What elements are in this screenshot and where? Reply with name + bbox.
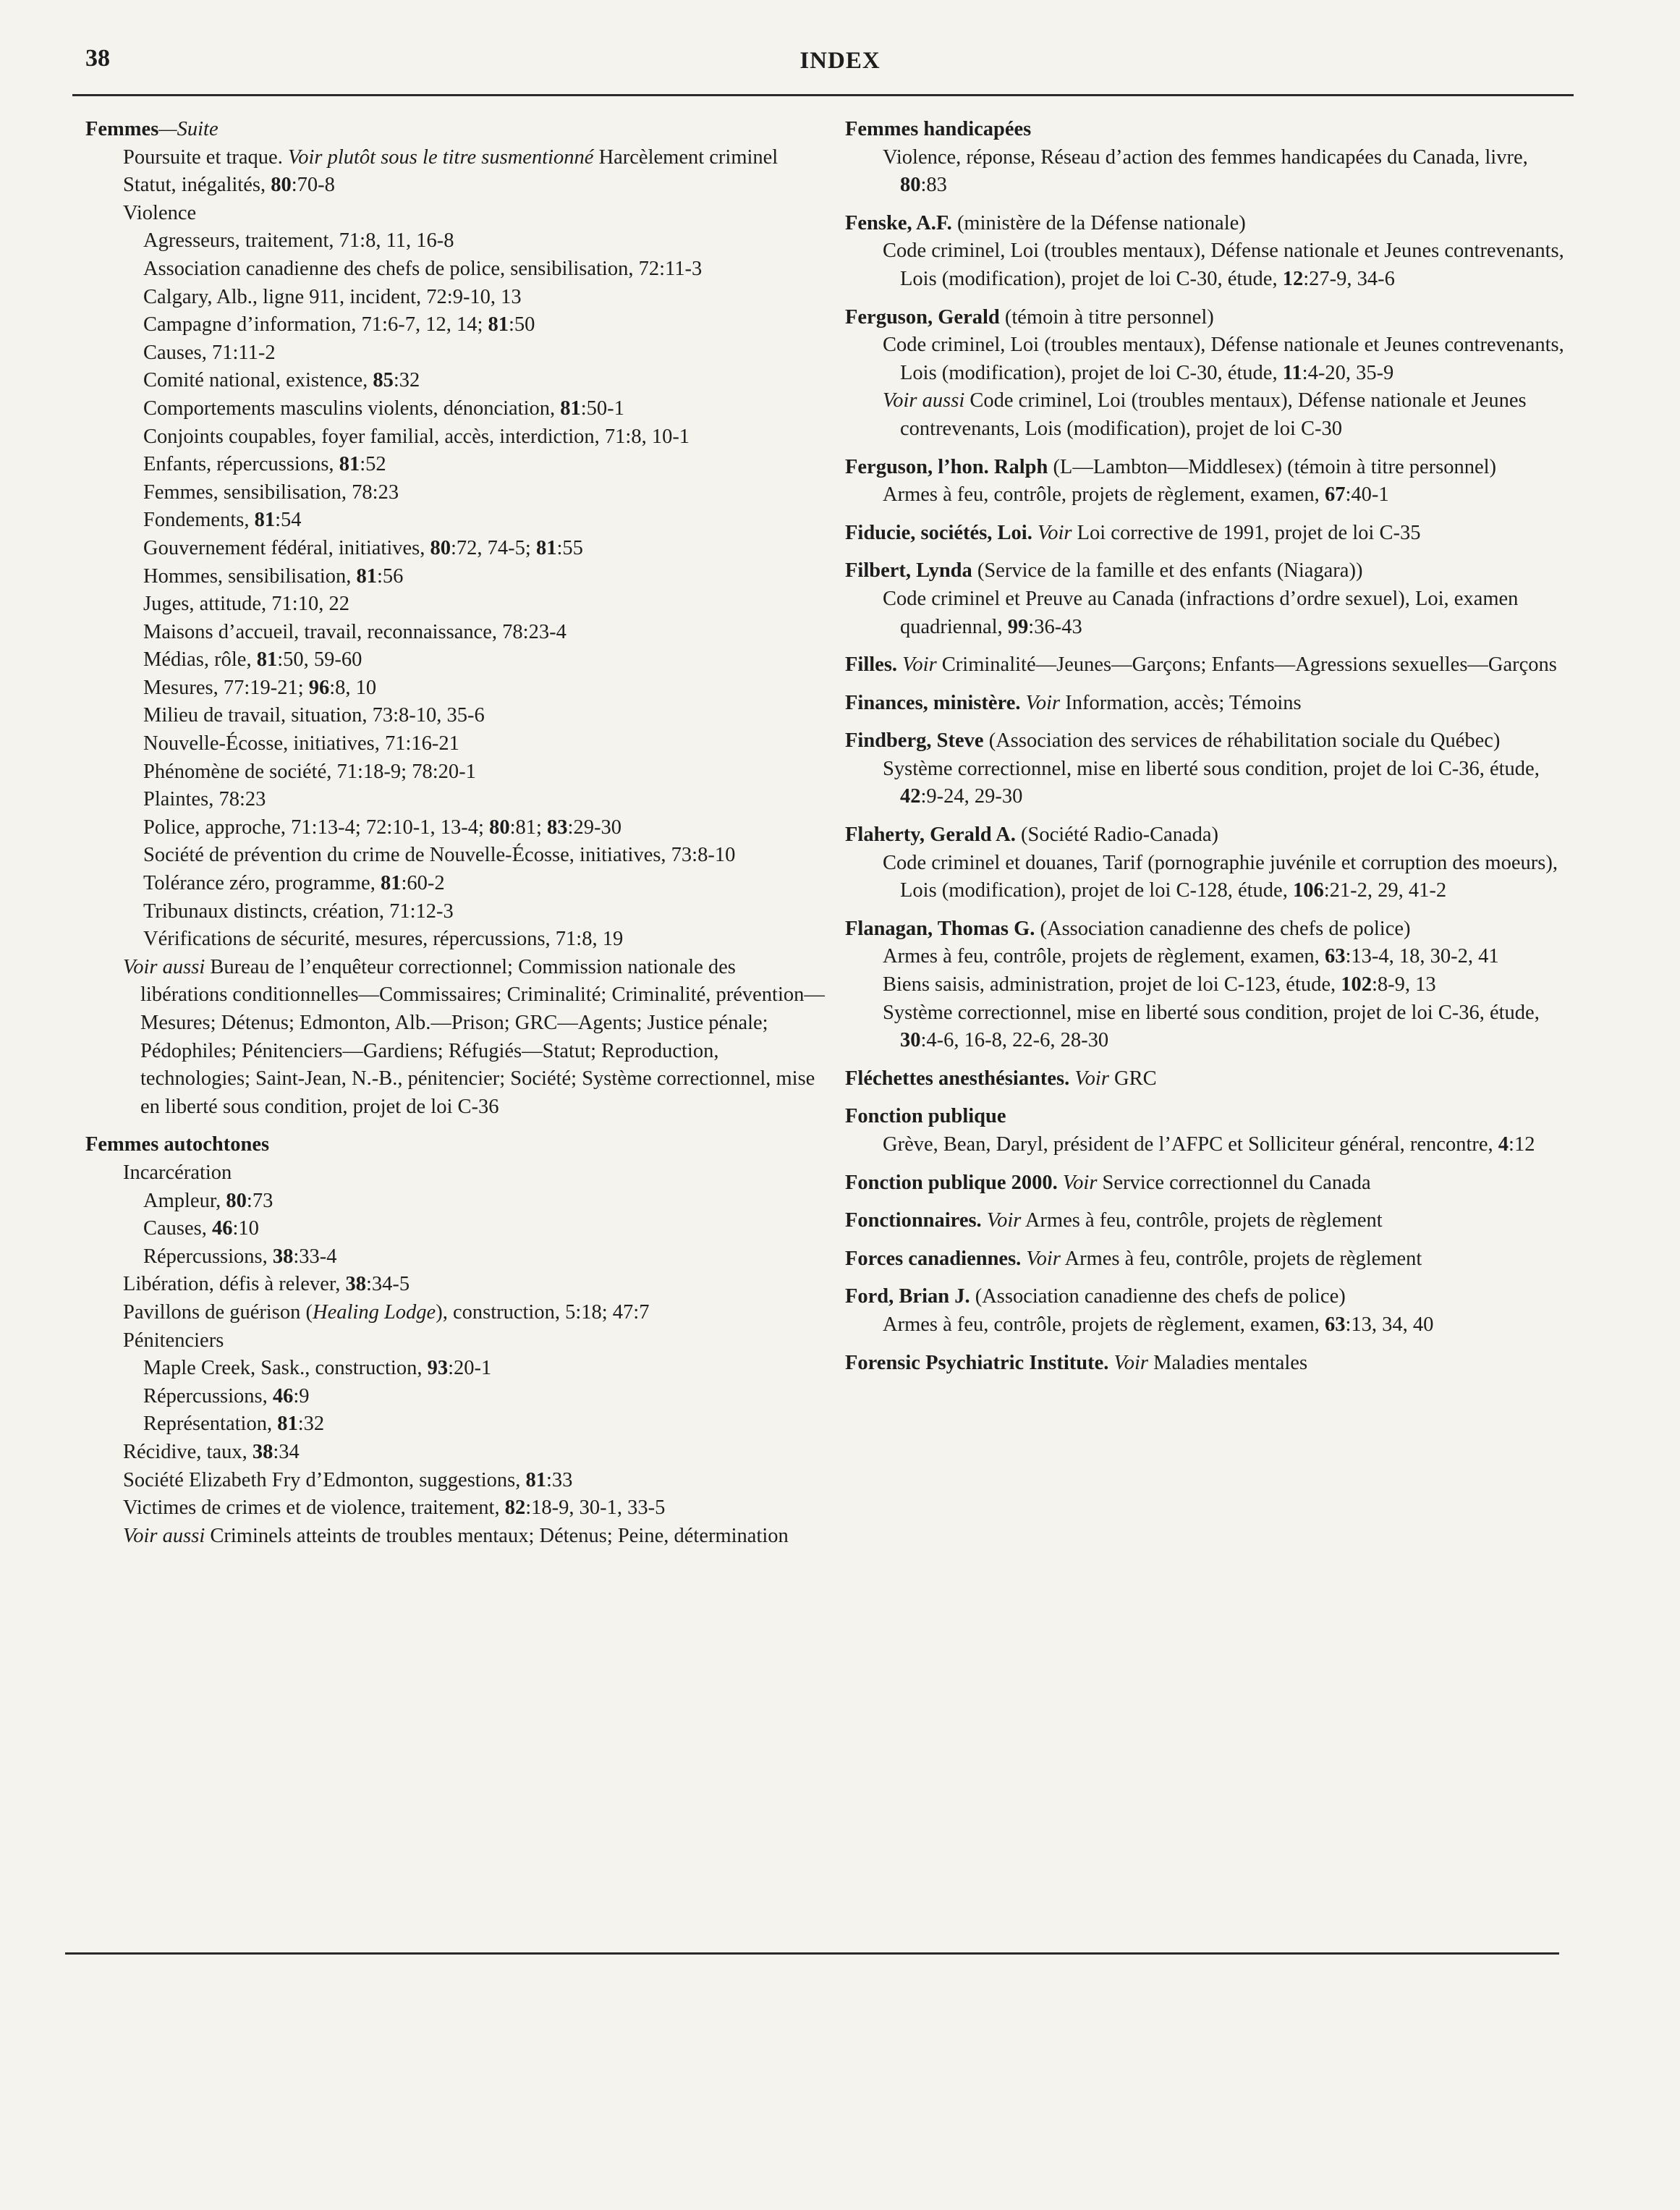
index-entry-name: Forensic Psychiatric Institute.: [845, 1351, 1109, 1374]
index-subentry: Armes à feu, contrôle, projets de règlement, examen, 67:40-1: [883, 483, 1389, 507]
index-subentry: Récidive, taux, 38:34: [123, 1440, 300, 1463]
index-entry-heading: [845, 1169, 1569, 1198]
index-subsubentry: Maple Creek, Sask., construction, 93:20-1: [143, 1357, 492, 1380]
index-entry-heading: [85, 1131, 827, 1159]
index-subsubentry: Causes, 46:10: [143, 1217, 259, 1240]
index-subentry: Grève, Bean, Daryl, président de l’AFPC et Solliciteur général, rencontre, 4:12: [883, 1133, 1535, 1156]
index-entry: [845, 1207, 1569, 1235]
index-entry-suffix: Voir Maladies mentales: [1113, 1351, 1308, 1374]
index-entry-suffix: (ministère de la Défense nationale): [951, 211, 1246, 234]
index-subsubentry: Mesures, 77:19-21; 96:8, 10: [143, 676, 377, 699]
index-entry-name: Ford, Brian J.: [845, 1285, 970, 1308]
index-subsubentry: Police, approche, 71:13-4; 72:10-1, 13-4; 80:81; 83:29-30: [143, 816, 621, 839]
index-subsubentry: Conjoints coupables, foyer familial, accès, interdiction, 71:8, 10-1: [143, 425, 690, 448]
index-entry-suffix: Voir Armes à feu, contrôle, projets de règlement: [986, 1209, 1383, 1232]
index-entry-heading: [85, 116, 827, 144]
index-subsubentry: Phénomène de société, 71:18-9; 78:20-1: [143, 760, 476, 783]
index-entry-suffix: (témoin à titre personnel): [999, 305, 1214, 329]
index-subentry: Statut, inégalités, 80:70-8: [123, 174, 335, 197]
index-entry-name: Filbert, Lynda: [845, 559, 972, 583]
index-entry-heading: [845, 727, 1569, 755]
index-subsubentry: Société de prévention du crime de Nouvelle-Écosse, initiatives, 73:8-10: [143, 844, 736, 867]
index-entry-suffix: Voir Criminalité—Jeunes—Garçons; Enfants—Agressions sexuelles—Garçons: [902, 653, 1557, 677]
index-entry-suffix: (Service de la famille et des enfants (Niagara)): [972, 559, 1363, 583]
index-subentry: Code criminel, Loi (troubles mentaux), Défense nationale et Jeunes contrevenants, Lois (modification), projet de loi C-30, étude, 11:4-20, 35-9: [883, 334, 1564, 384]
index-subentry: Violence: [123, 201, 197, 224]
index-subentry: Code criminel et douanes, Tarif (pornographie juvénile et corruption des moeurs), Lois (modification), projet de loi C-128, étude, 106:21-2, 29, 41-2: [883, 851, 1558, 902]
index-subentry: Incarcération: [123, 1161, 232, 1184]
index-entry-name: Femmes autochtones: [85, 1133, 270, 1156]
index-entry: [845, 1283, 1569, 1339]
index-entry: [85, 1131, 827, 1550]
index-entry-name: Fonction publique: [845, 1105, 1006, 1128]
index-entry: [845, 690, 1569, 718]
index-entry-heading: [845, 690, 1569, 718]
index-subsubentry: Juges, attitude, 71:10, 22: [143, 593, 349, 616]
footer-rule: [65, 1952, 1559, 1955]
index-entry-name: Ferguson, Gerald: [845, 305, 1000, 329]
index-subentry: Code criminel et Preuve au Canada (infractions d’ordre sexuel), Loi, examen quadriennal, 99:36-43: [883, 587, 1519, 638]
index-subentry: Violence, réponse, Réseau d’action des femmes handicapées du Canada, livre, 80:83: [883, 145, 1528, 197]
index-subsubentry: Médias, rôle, 81:50, 59-60: [143, 648, 362, 672]
index-entry: [845, 1350, 1569, 1378]
index-entry-heading: [845, 116, 1569, 144]
index-subentry: Poursuite et traque. Voir plutôt sous le titre susmentionné Harcèlement criminel: [123, 145, 779, 169]
index-entry: [845, 821, 1569, 905]
index-entry-name: Forces canadiennes.: [845, 1247, 1022, 1270]
header-rule: [72, 94, 1574, 96]
index-entry-name: Fonctionnaires.: [845, 1209, 982, 1232]
index-entry-suffix: Voir Information, accès; Témoins: [1025, 691, 1302, 714]
index-entry: [845, 116, 1569, 200]
index-subentry: Pénitenciers: [123, 1329, 224, 1352]
index-subentry: Victimes de crimes et de violence, traitement, 82:18-9, 30-1, 33-5: [123, 1496, 666, 1520]
index-subentry: Armes à feu, contrôle, projets de règlement, examen, 63:13, 34, 40: [883, 1313, 1434, 1336]
index-entry-suffix: Voir Loi corrective de 1991, projet de loi C-35: [1037, 521, 1421, 544]
index-subsubentry: Agresseurs, traitement, 71:8, 11, 16-8: [143, 229, 454, 253]
index-subsubentry: Représentation, 81:32: [143, 1413, 325, 1436]
page-number: 38: [85, 45, 110, 72]
index-subentry: Voir aussi Bureau de l’enquêteur correctionnel; Commission nationale des libérations conditionnelles—Commissaires; Criminalité; Criminalité, prévention—Mesures; Détenus; Edmonton, Alb.—Prison; GRC—Agents; Justice pénale; Pédophiles; Pénitenciers—Gardiens; Réfugiés—Statut; Reproduction, technologies; Saint-Jean, N.-B., pénitencier; Société; Système correctionnel, mise en liberté sous condition, projet de loi C-36: [123, 955, 825, 1118]
index-subsubentry: Campagne d’information, 71:6-7, 12, 14; 81:50: [143, 313, 535, 336]
index-entry: [845, 651, 1569, 679]
index-subsubentry: Enfants, répercussions, 81:52: [143, 453, 386, 476]
index-entry-heading: [845, 1350, 1569, 1378]
index-subentry: Biens saisis, administration, projet de loi C-123, étude, 102:8-9, 13: [883, 973, 1436, 996]
index-entry: [845, 454, 1569, 509]
index-entry-name: Ferguson, l’hon. Ralph: [845, 455, 1048, 478]
index-entry-heading: [845, 1283, 1569, 1311]
index-subsubentry: Plaintes, 78:23: [143, 788, 266, 811]
index-subentry: Système correctionnel, mise en liberté sous condition, projet de loi C-36, étude, 42:9-24, 29-30: [883, 757, 1540, 808]
index-entry-name: Findberg, Steve: [845, 729, 984, 753]
index-subsubentry: Femmes, sensibilisation, 78:23: [143, 480, 399, 504]
index-entry-name: Flaherty, Gerald A.: [845, 824, 1016, 847]
index-subentry: Société Elizabeth Fry d’Edmonton, suggestions, 81:33: [123, 1468, 573, 1491]
index-entry-name: Fonction publique 2000.: [845, 1171, 1058, 1194]
index-entry-heading: [845, 557, 1569, 585]
index-entry-suffix: —Suite: [158, 118, 219, 140]
index-subentry: Armes à feu, contrôle, projets de règlement, examen, 63:13-4, 18, 30-2, 41: [883, 945, 1499, 968]
index-entry: [845, 1103, 1569, 1159]
index-subentry: Voir aussi Criminels atteints de troubles mentaux; Détenus; Peine, détermination: [123, 1524, 789, 1547]
index-entry-suffix: (Association canadienne des chefs de police): [970, 1285, 1346, 1308]
index-entry-name: Flanagan, Thomas G.: [845, 917, 1035, 940]
index-entry-name: Fenske, A.F.: [845, 211, 952, 234]
index-subentry: Voir aussi Code criminel, Loi (troubles mentaux), Défense nationale et Jeunes contrevenants, Lois (modification), projet de loi C-30: [883, 389, 1527, 440]
index-entry: [845, 727, 1569, 811]
index-entry: [845, 304, 1569, 444]
index-subsubentry: Milieu de travail, situation, 73:8-10, 35-6: [143, 704, 485, 727]
index-entry: [845, 557, 1569, 641]
index-entry-name: Femmes: [85, 118, 159, 140]
index-entry-heading: [845, 520, 1569, 548]
index-entry-heading: [845, 454, 1569, 482]
index-entry-heading: [845, 1245, 1569, 1274]
index-entry-suffix: (Association des services de réhabilitation sociale du Québec): [983, 729, 1501, 753]
index-subsubentry: Nouvelle-Écosse, initiatives, 71:16-21: [143, 732, 459, 755]
index-subsubentry: Gouvernement fédéral, initiatives, 80:72, 74-5; 81:55: [143, 536, 583, 559]
index-entry: [845, 1065, 1569, 1093]
index-subsubentry: Comité national, existence, 85:32: [143, 369, 420, 392]
index-entry-name: Fléchettes anesthésiantes.: [845, 1067, 1070, 1090]
page-title: INDEX: [799, 48, 881, 74]
index-entry-suffix: (L—Lambton—Middlesex) (témoin à titre personnel): [1048, 455, 1497, 478]
index-subsubentry: Tribunaux distincts, création, 71:12-3: [143, 899, 454, 923]
index-entry-suffix: Voir Service correctionnel du Canada: [1062, 1171, 1371, 1194]
index-entry: [845, 915, 1569, 1055]
index-entry-heading: [845, 915, 1569, 944]
index-entry: [845, 1169, 1569, 1198]
index-entry: [845, 520, 1569, 548]
index-entry-suffix: (Société Radio-Canada): [1015, 824, 1219, 847]
index-entry-heading: [845, 1065, 1569, 1093]
index-entry: [845, 210, 1569, 294]
index-entry-name: Fiducie, sociétés, Loi.: [845, 521, 1032, 544]
index-subsubentry: Association canadienne des chefs de police, sensibilisation, 72:11-3: [143, 257, 703, 280]
index-entry-heading: [845, 210, 1569, 238]
index-subsubentry: Causes, 71:11-2: [143, 341, 276, 364]
index-entry-suffix: Voir GRC: [1074, 1067, 1157, 1090]
index-entry-heading: [845, 1207, 1569, 1235]
index-entry: [845, 1245, 1569, 1274]
index-entry-heading: [845, 1103, 1569, 1131]
index-subsubentry: Calgary, Alb., ligne 911, incident, 72:9-10, 13: [143, 285, 522, 308]
index-subsubentry: Fondements, 81:54: [143, 509, 302, 532]
index-subsubentry: Comportements masculins violents, dénonciation, 81:50-1: [143, 397, 624, 420]
index-subentry: Libération, défis à relever, 38:34-5: [123, 1273, 410, 1296]
index-entry-name: Femmes handicapées: [845, 118, 1032, 140]
index-entry-heading: [845, 821, 1569, 850]
index-subsubentry: Tolérance zéro, programme, 81:60-2: [143, 872, 445, 895]
index-entry-suffix: (Association canadienne des chefs de police): [1035, 917, 1411, 940]
index-entry: [85, 116, 827, 1121]
index-subsubentry: Hommes, sensibilisation, 81:56: [143, 564, 404, 588]
index-entry-heading: [845, 651, 1569, 679]
index-column-right: [845, 116, 1569, 1377]
index-subsubentry: Répercussions, 38:33-4: [143, 1245, 337, 1268]
index-entry-heading: [845, 304, 1569, 332]
index-entry-name: Finances, ministère.: [845, 691, 1021, 714]
index-entry-suffix: Voir Armes à feu, contrôle, projets de règlement: [1026, 1247, 1422, 1270]
index-subsubentry: Vérifications de sécurité, mesures, répercussions, 71:8, 19: [143, 928, 624, 951]
index-subsubentry: Répercussions, 46:9: [143, 1384, 310, 1407]
index-subentry: Système correctionnel, mise en liberté sous condition, projet de loi C-36, étude, 30:4-6, 16-8, 22-6, 28-30: [883, 1001, 1540, 1052]
index-subentry: Code criminel, Loi (troubles mentaux), Défense nationale et Jeunes contrevenants, Lois (modification), projet de loi C-30, étude, 12:27-9, 34-6: [883, 240, 1564, 290]
index-subsubentry: Maisons d’accueil, travail, reconnaissance, 78:23-4: [143, 620, 567, 643]
index-subsubentry: Ampleur, 80:73: [143, 1189, 273, 1212]
index-entry-name: Filles.: [845, 653, 898, 677]
index-column-left: [85, 116, 827, 1550]
index-subentry: Pavillons de guérison (Healing Lodge), construction, 5:18; 47:7: [123, 1300, 650, 1324]
